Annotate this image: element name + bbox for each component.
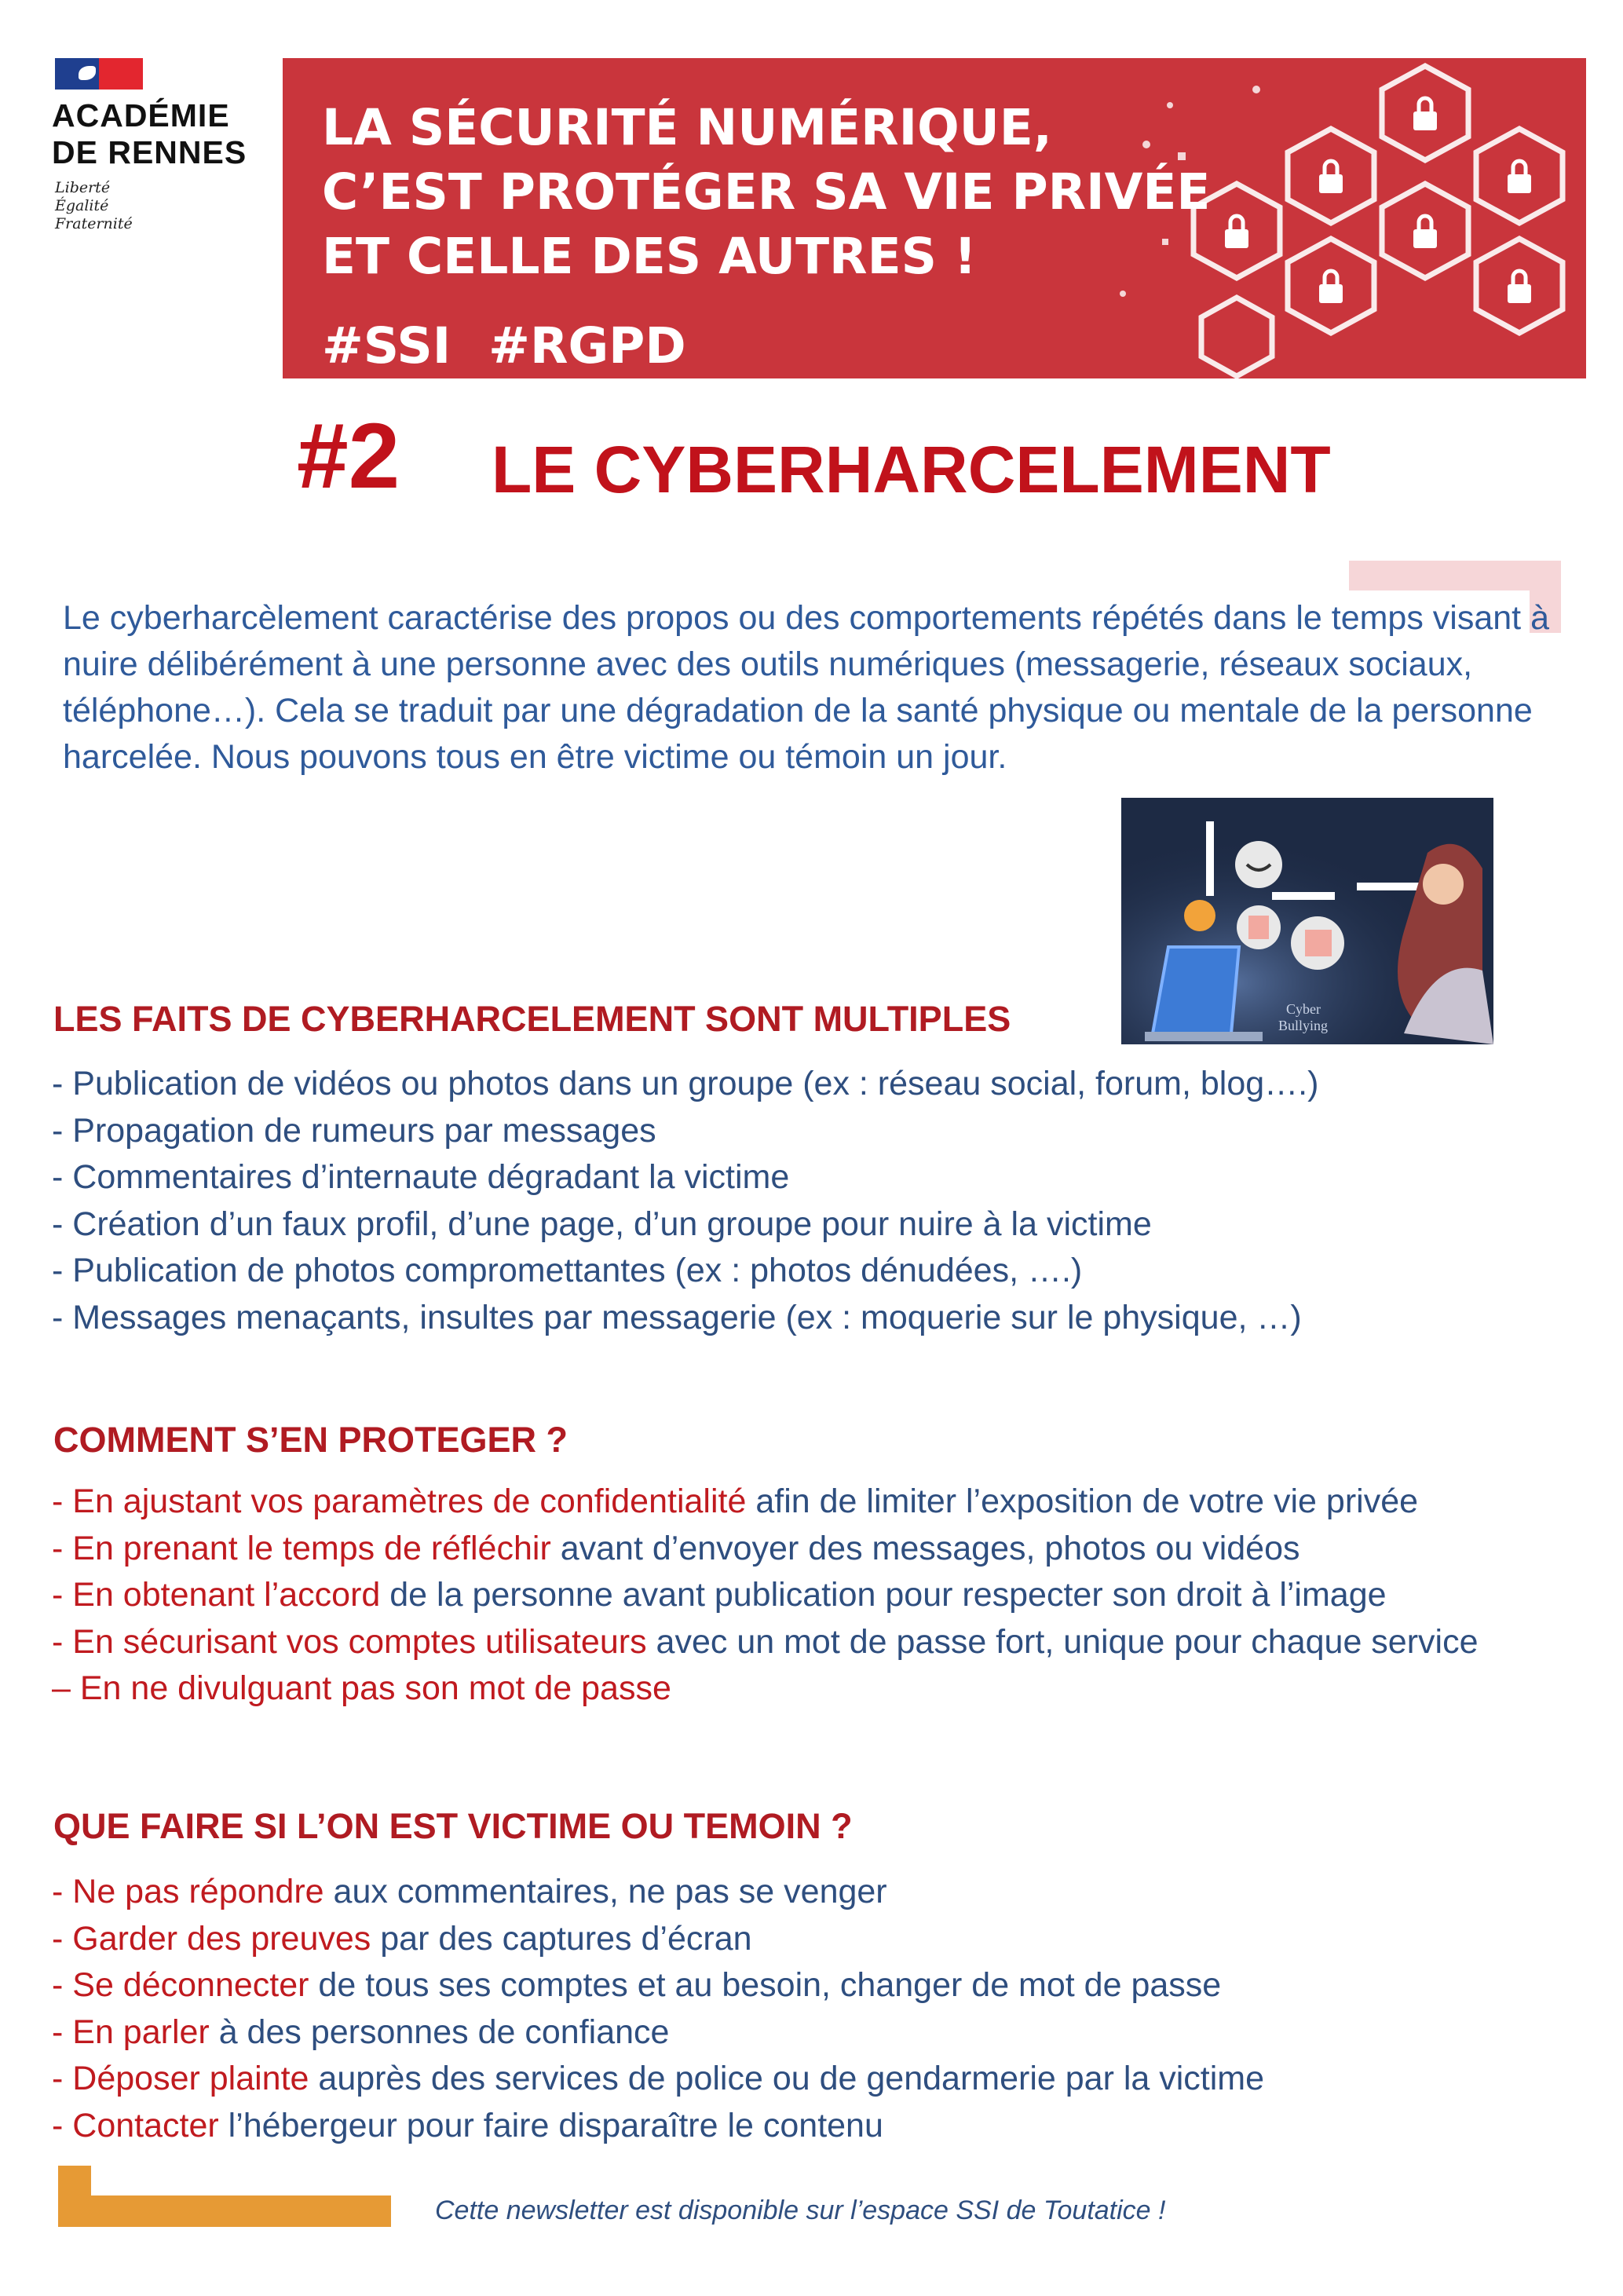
list-item-highlight: - Se déconnecter [52, 1966, 309, 2004]
list-item-text: de tous ses comptes et au besoin, changer de mot de passe [309, 1966, 1222, 2004]
illustration-caption-line: Cyber [1286, 1001, 1321, 1017]
list-item [52, 2103, 1575, 2150]
list-item-highlight: - Garder des preuves [52, 1919, 371, 1958]
list-item [52, 1619, 1575, 1666]
motto-line: Fraternité [55, 215, 133, 232]
list-item-text: aux commentaires, ne pas se venger [324, 1873, 887, 1910]
academy-name [52, 97, 264, 171]
footer-note: Cette newsletter est disponible sur l’espace SSI de Toutatice ! [435, 2195, 1166, 2225]
page-title: LE CYBERHARCELEMENT [492, 433, 1331, 506]
section-title-proteger: COMMENT S’EN PROTEGER ? [53, 1420, 568, 1460]
header-banner [283, 58, 1586, 378]
hashtag-ssi: #SSI [322, 317, 451, 375]
hexagon-padlock-graphic [1099, 58, 1586, 378]
list-item-text: avant d’envoyer des messages, photos ou vidéos [550, 1529, 1300, 1567]
list-item-highlight: - Contacter [52, 2106, 219, 2144]
academy-name-line: ACADÉMIE [52, 97, 230, 133]
list-item: - Propagation de rumeurs par messages [52, 1111, 656, 1150]
list-item-highlight: - En prenant le temps de réfléchir [52, 1529, 551, 1567]
motto-line: Liberté [55, 179, 111, 196]
list-item: - Publication de vidéos ou photos dans un groupe (ex : réseau social, forum, blog….) [52, 1065, 1319, 1102]
banner-headline [322, 96, 1225, 289]
list-item-text: auprès des services de police ou de gendarmerie par la victime [309, 2060, 1265, 2097]
list-item [52, 1479, 1575, 1526]
cyber-bullying-illustration [1121, 798, 1493, 1044]
banner-hashtags [322, 317, 686, 375]
intro-paragraph: Le cyberharcèlement caractérise des propos ou des comportements répétés dans le temps visant à nuire délibérément à une personne avec des outils numériques (messagerie, réseaux sociaux, téléphone…). Cela se traduit par une dégradation de la santé physique ou mentale de la personne harcelée. Nous pouvons tous en être victime ou témoin un jour. [63, 599, 1549, 776]
list-item: - Messages menaçants, insultes par messagerie (ex : moquerie sur le physique, …) [52, 1298, 1302, 1336]
proteger-list [52, 1479, 1575, 1713]
faits-list [52, 1061, 1575, 1341]
list-item-text: à des personnes de confiance [209, 2013, 670, 2051]
list-item-highlight: - En parler [52, 2013, 210, 2051]
banner-line: ET CELLE DES AUTRES ! [322, 228, 977, 285]
list-item-highlight: - Ne pas répondre [52, 1873, 324, 1910]
list-item-text: avec un mot de passe fort, unique pour chaque service [646, 1622, 1479, 1661]
list-item-highlight: – En ne divulguant pas son mot de passe [52, 1669, 671, 1707]
list-item [52, 1916, 1575, 1963]
illustration-caption-line: Bullying [1278, 1018, 1329, 1033]
victime-list [52, 1869, 1575, 2149]
list-item-highlight: - Déposer plainte [52, 2060, 309, 2097]
list-item-highlight: - En obtenant l’accord [52, 1576, 381, 1614]
list-item: - Publication de photos compromettantes (ex : photos dénudées, ….) [52, 1252, 1083, 1289]
banner-line: LA SÉCURITÉ NUMÉRIQUE, [322, 99, 1052, 156]
motto-line: Égalité [55, 197, 109, 214]
academy-name-line: DE RENNES [52, 134, 247, 170]
list-item [52, 2009, 1575, 2057]
list-item-text: l’hébergeur pour faire disparaître le contenu [218, 2106, 883, 2144]
banner-line: C’EST PROTÉGER SA VIE PRIVÉE [322, 163, 1211, 221]
hashtag-rgpd: #RGPD [488, 317, 686, 375]
marianne-logo-red [99, 58, 143, 90]
republique-flag-logo [55, 58, 143, 90]
list-item [52, 2056, 1575, 2103]
decorative-corner-bottom-left [58, 2166, 391, 2227]
list-item-text: afin de limiter l’exposition de votre vie privée [746, 1483, 1419, 1520]
issue-number: #2 [297, 404, 400, 508]
list-item-highlight: - En ajustant vos paramètres de confidentialité [52, 1483, 747, 1520]
list-item [52, 1526, 1575, 1573]
list-item-text: par des captures d’écran [371, 1919, 752, 1958]
section-title-faits: LES FAITS DE CYBERHARCELEMENT SONT MULTIPLES [53, 999, 1011, 1039]
list-item [52, 1665, 1575, 1713]
list-item [52, 1869, 1575, 1916]
republic-motto [55, 179, 181, 233]
section-title-victime: QUE FAIRE SI L’ON EST VICTIME OU TEMOIN ? [53, 1806, 853, 1846]
marianne-logo-blue [55, 58, 99, 90]
list-item-highlight: - En sécurisant vos comptes utilisateurs [52, 1622, 647, 1661]
list-item: - Commentaires d’internaute dégradant la victime [52, 1158, 790, 1196]
list-item-text: de la personne avant publication pour respecter son droit à l’image [380, 1576, 1387, 1614]
list-item [52, 1572, 1575, 1619]
list-item [52, 1962, 1575, 2009]
list-item: - Création d’un faux profil, d’une page, d’un groupe pour nuire à la victime [52, 1205, 1152, 1243]
